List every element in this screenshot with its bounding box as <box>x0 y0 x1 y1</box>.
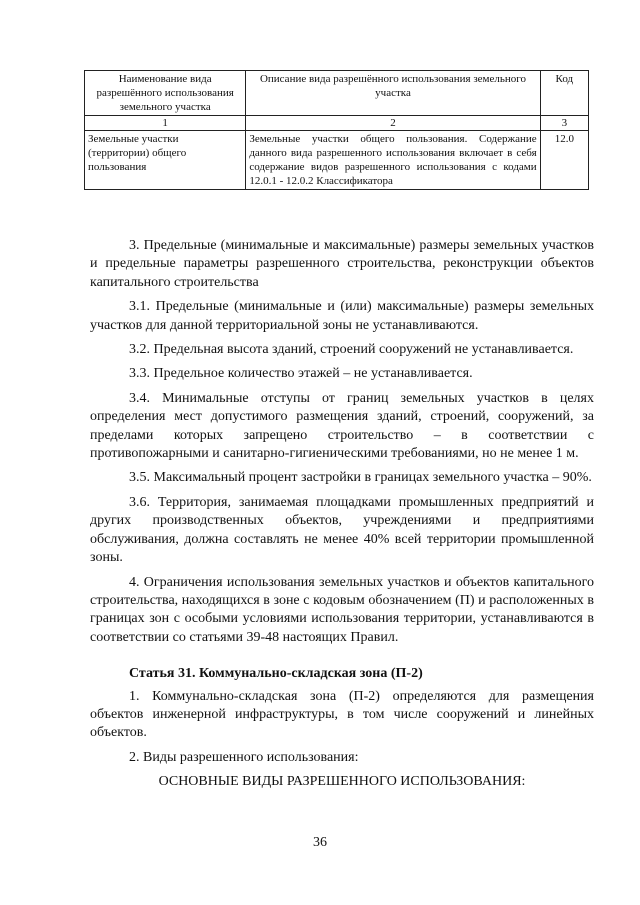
header-name: Наименование вида разрешённого использования земельного участка <box>85 71 246 116</box>
use-name-cell: Земельные участки (территории) общего пользования <box>85 131 246 190</box>
paragraph-4: 4. Ограничения использования земельных участков и объектов капитального строительства, находящихся в зоне с кодовым обозначением (П) и расположенных в границах зон с особыми условиями использования территории, устанавливаются в соответствии со статьями 39-48 настоящих Правил. <box>90 574 594 645</box>
table-row <box>85 131 589 190</box>
column-number: 2 <box>246 116 540 131</box>
paragraph-3-6: 3.6. Территория, занимаемая площадками промышленных предприятий и других производственных объектов, учреждениями и предприятиями обслуживания, должна составлять не менее 40% всей территории промышленной зоны. <box>90 494 594 566</box>
paragraph-3: 3. Предельные (минимальные и максимальные) размеры земельных участков и предельные параметры разрешенного строительства, реконструкции объектов капитального строительства <box>90 238 594 290</box>
table-header-row <box>85 71 589 116</box>
main-types-heading: ОСНОВНЫЕ ВИДЫ РАЗРЕШЕННОГО ИСПОЛЬЗОВАНИЯ: <box>158 774 526 790</box>
page-number: 36 <box>313 835 327 850</box>
column-number: 3 <box>540 116 588 131</box>
paragraph-3-5: 3.5. Максимальный процент застройки в границах земельного участка – 90%. <box>129 470 592 486</box>
land-use-table <box>84 70 589 190</box>
use-description-cell: Земельные участки общего пользования. Содержание данного вида разрешенного использования включает в себя содержание видов разрешенного использования с кодами 12.0.1 - 12.0.2 Классификатора <box>246 131 540 190</box>
paragraph-3-4: 3.4. Минимальные отступы от границ земельных участков в целях определения мест допустимого размещения зданий, строений, сооружений, за пределами которых запрещено строительство – в соответствии с противопожарными и санитарно-гигиеническими требованиями, но не менее 1 м. <box>90 390 594 462</box>
paragraph-3-3: 3.3. Предельное количество этажей – не устанавливается. <box>129 366 473 382</box>
use-code-cell: 12.0 <box>540 131 588 190</box>
paragraph-3-2: 3.2. Предельная высота зданий, строений сооружений не устанавливается. <box>129 342 574 358</box>
article-paragraph-2: 2. Виды разрешенного использования: <box>129 749 359 765</box>
table-number-row <box>85 116 589 131</box>
article-paragraph-1: 1. Коммунально-складская зона (П-2) определяются для размещения объектов инженерной инфраструктуры, в том числе сооружений и линейных объектов. <box>90 688 594 741</box>
paragraph-3-1: 3.1. Предельные (минимальные и (или) максимальные) размеры земельных участков для данной территориальной зоны не устанавливаются. <box>90 299 594 333</box>
column-number: 1 <box>85 116 246 131</box>
header-description: Описание вида разрешённого использования земельного участка <box>246 71 540 116</box>
article-title: Статья 31. Коммунально-складская зона (П-2) <box>129 666 423 682</box>
document-body <box>90 237 594 798</box>
header-code: Код <box>540 71 588 116</box>
